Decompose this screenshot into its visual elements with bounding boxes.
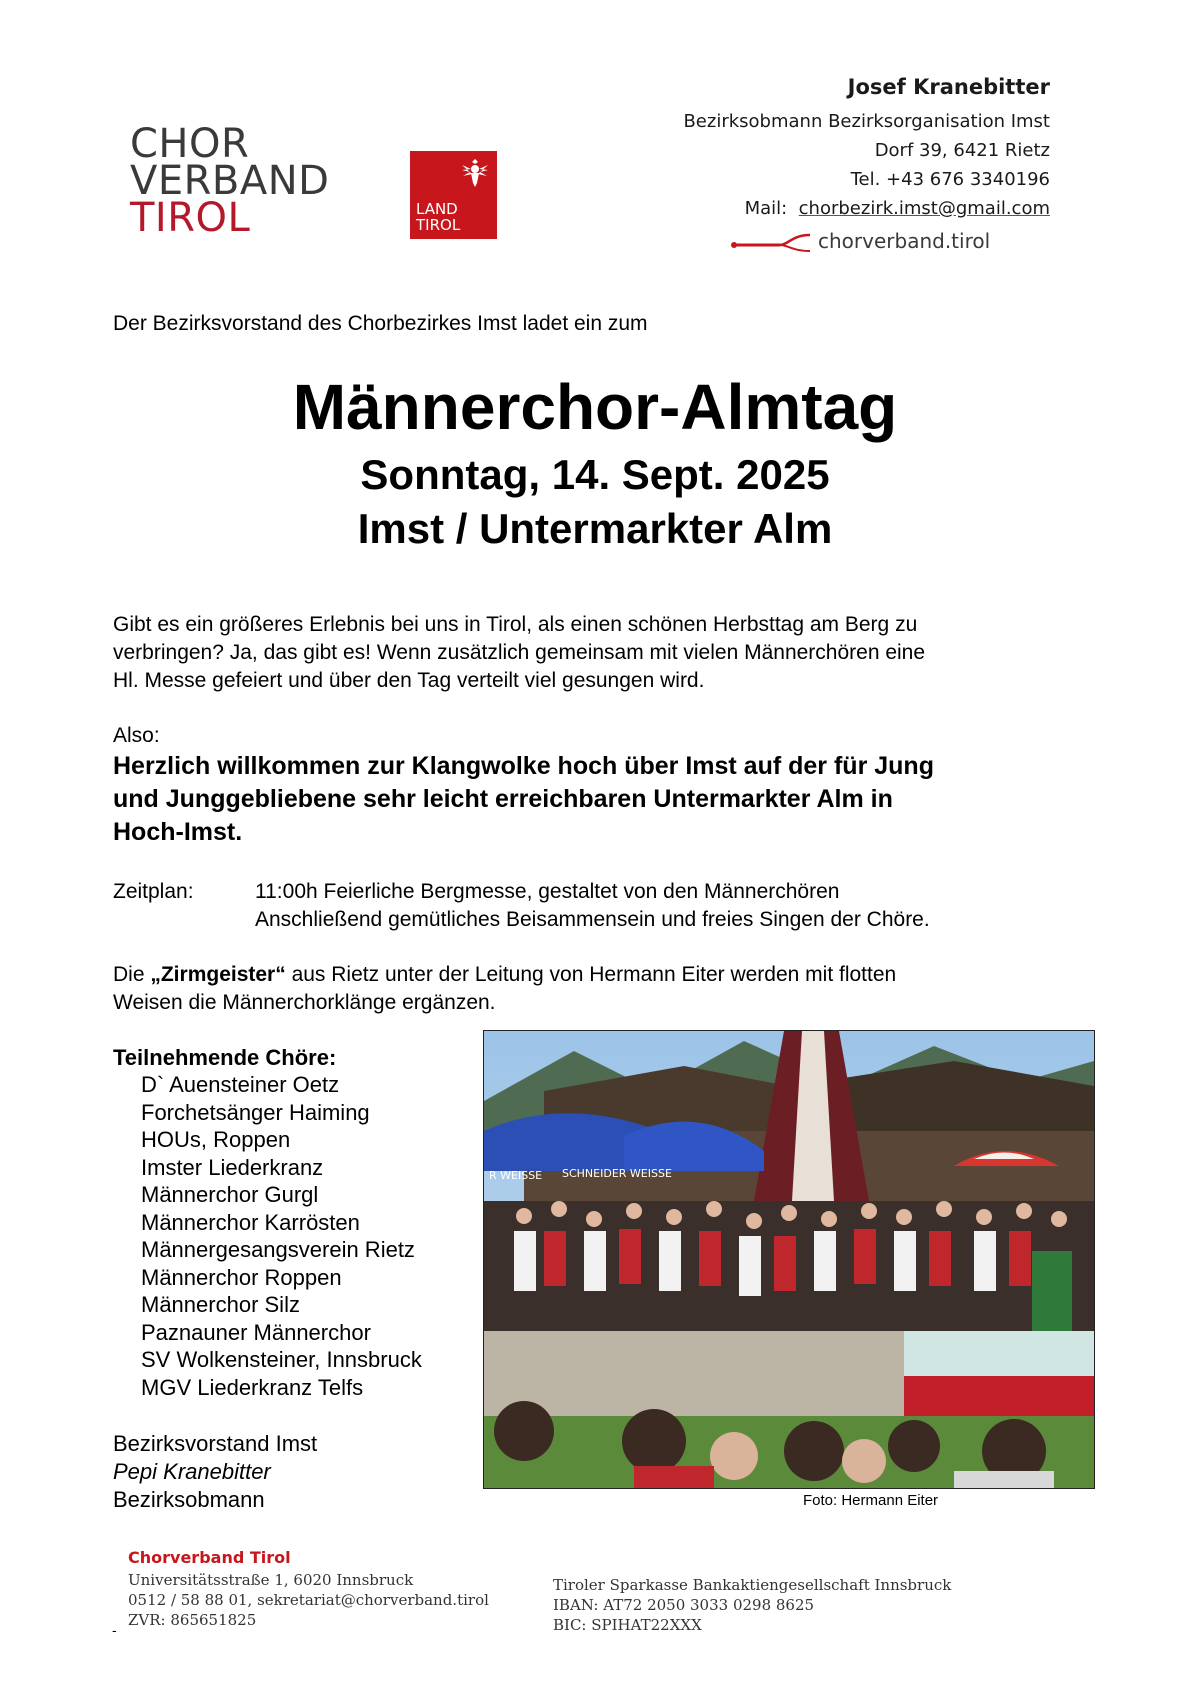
logo-line-chor: CHOR [130,121,250,167]
footer-zvr: ZVR: 865651825 [128,1611,257,1629]
signature-block [113,1430,317,1514]
zirm-prefix: Die [113,963,151,986]
footer-iban: IBAN: AT72 2050 3033 0298 8625 [553,1596,815,1614]
paragraph-line: Gibt es ein größeres Erlebnis bei uns in Tirol, als einen schönen Herbsttag am Berg zu [113,613,918,636]
zirmgeister-paragraph [113,961,896,1017]
website-line[interactable] [730,226,1050,258]
tirol-eagle-icon [458,157,492,191]
welcome-line: Hoch-Imst. [113,818,243,846]
intro-text: Der Bezirksvorstand des Chorbezirkes Imst ladet ein zum [113,312,648,335]
schedule-label: Zeitplan: [113,880,194,903]
website-swoosh-icon [730,229,812,253]
choir-list [141,1071,422,1401]
zirmgeister-line: Weisen die Männerchorklänge ergänzen. [113,991,496,1014]
event-location: Imst / Untermarkter Alm [357,505,833,552]
choir-item: Männerchor Roppen [141,1264,342,1290]
mail-label: Mail: [744,198,788,219]
zirm-name: „Zirmgeister“ [150,963,286,986]
land-line: LAND [416,200,458,218]
welcome-line: und Junggebliebene sehr leicht erreichbaren Untermarkter Alm in [113,785,893,813]
logo-line-verband: VERBAND [130,158,330,204]
umbrella-text: SCHNEIDER WEISSE [562,1167,672,1180]
paragraph-line: Hl. Messe gefeiert und über den Tag verteilt viel gesungen wird. [113,669,705,692]
choir-item: D` Auensteiner Oetz [141,1072,340,1097]
paragraph-line: verbringen? Ja, das gibt es! Wenn zusätzlich gemeinsam mit vielen Männerchören eine [113,641,926,664]
choir-item: Forchetsänger Haiming [141,1099,370,1125]
tirol-line: TIROL [416,216,461,234]
footer-dash: - [112,1622,117,1638]
event-date: Sonntag, 14. Sept. 2025 [360,451,830,498]
website-text: chorverband.tirol [818,229,991,253]
choir-item: MGV Liederkranz Telfs [141,1374,364,1400]
choir-item: Männerchor Silz [141,1292,300,1317]
choir-item: Männerchor Gurgl [141,1182,319,1207]
schedule-item: 11:00h Feierliche Bergmesse, gestaltet von den Männerchören [255,880,840,903]
welcome-text [113,750,934,849]
footer-org: Chorverband Tirol [128,1548,291,1567]
header-name: Josef Kranebitter [847,75,1050,99]
umbrella-text: R WEISSE [489,1169,543,1182]
choir-photo-illustration [484,1031,1094,1488]
photo-caption: Foto: Hermann Eiter [803,1492,939,1509]
footer-bank: Tiroler Sparkasse Bankaktiengesellschaft Innsbruck [553,1576,952,1594]
page-title: Männerchor-Almtag [292,371,898,443]
signature-org: Bezirksvorstand Imst [113,1431,318,1456]
choir-item: Männerchor Karrösten [141,1209,360,1235]
zirm-suffix: aus Rietz unter der Leitung von Hermann Eiter werden mit flotten [285,963,897,986]
land-tirol-text [416,201,460,233]
header-role: Bezirksobmann Bezirksorganisation Imst [683,111,1050,132]
paragraph-intro [113,611,925,695]
signature-name: Pepi Kranebitter [113,1459,271,1484]
choir-item: Imster Liederkranz [141,1154,324,1180]
header-phone: Tel. +43 676 3340196 [850,169,1050,190]
footer-bank-block [553,1575,951,1635]
mail-link[interactable]: chorbezirk.imst@gmail.com [798,198,1050,219]
schedule-items [255,878,930,934]
also-label: Also: [113,724,160,747]
choir-item: Paznauner Männerchor [141,1319,371,1345]
header-address: Dorf 39, 6421 Rietz [874,140,1050,161]
header-mail-line [745,198,1050,219]
choirs-heading: Teilnehmende Chöre: [113,1045,337,1070]
footer-address-block [128,1570,489,1630]
signature-role: Bezirksobmann [113,1487,265,1512]
choir-item: Männergesangsverein Rietz [141,1237,415,1262]
choir-item: SV Wolkensteiner, Innsbruck [141,1347,422,1372]
choir-item: HOUs, Roppen [141,1127,291,1152]
footer-address: Universitätsstraße 1, 6020 Innsbruck [128,1571,414,1589]
logo-line-tirol: TIROL [130,195,251,241]
footer-contact[interactable]: 0512 / 58 88 01, sekretariat@chorverband.tirol [128,1591,489,1609]
welcome-line: Herzlich willkommen zur Klangwolke hoch über Imst auf der für Jung [113,752,934,780]
land-tirol-logo [410,151,497,239]
chorverband-logo [130,121,330,241]
schedule-item: Anschließend gemütliches Beisammensein und freies Singen der Chöre. [255,908,930,931]
event-photo [483,1030,1095,1489]
footer-bic: BIC: SPIHAT22XXX [553,1616,702,1634]
zirmgeister-line [113,961,896,989]
